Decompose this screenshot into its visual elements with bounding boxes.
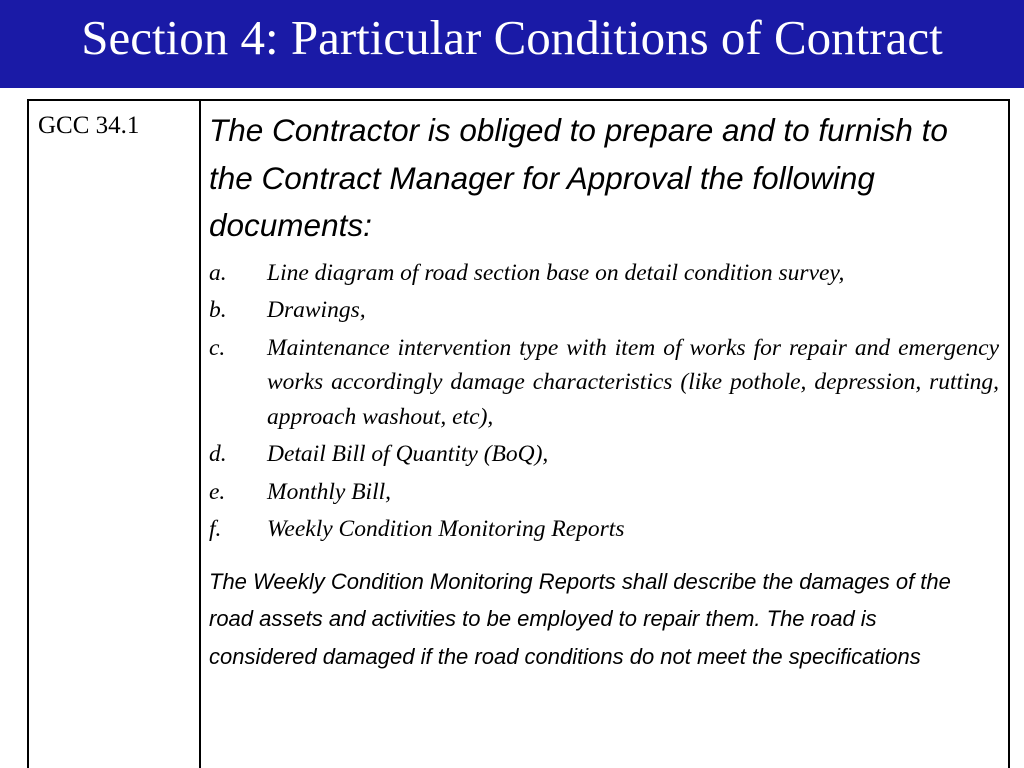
list-item-marker: d. — [209, 441, 227, 467]
list-item-marker: e. — [209, 478, 226, 505]
document-list — [209, 256, 999, 547]
list-item-marker: c. — [209, 334, 226, 361]
list-item-text: Weekly Condition Monitoring Reports — [267, 516, 625, 542]
list-item — [209, 293, 999, 328]
title-bar — [0, 0, 1024, 88]
slide-title: Section 4: Particular Conditions of Contract — [81, 10, 943, 65]
list-item — [209, 437, 999, 472]
list-item-text: Detail Bill of Quantity (BoQ), — [267, 441, 549, 467]
list-item-text: Monthly Bill, — [267, 478, 392, 505]
list-item-marker: f. — [209, 516, 222, 542]
list-item — [209, 475, 999, 510]
list-item — [209, 512, 999, 547]
column-divider — [199, 101, 201, 768]
clause-lead-text: The Contractor is obliged to prepare and to furnish to the Contract Manager for Approval the following documents: — [209, 112, 948, 243]
conditions-table — [27, 99, 1010, 768]
list-item — [209, 331, 999, 435]
clause-note: The Weekly Condition Monitoring Reports shall describe the damages of the road assets and activities to be employed to repair them. The road is considered damaged if the road conditions do not meet the specifications — [209, 568, 951, 669]
list-item-text: Drawings, — [267, 297, 366, 323]
list-item-marker: b. — [209, 297, 227, 323]
clause-reference: GCC 34.1 — [38, 112, 140, 139]
list-item-marker: a. — [209, 259, 227, 286]
list-item — [209, 256, 999, 291]
clause-content — [209, 107, 999, 675]
list-item-text: Maintenance intervention type with item of works for repair and emergency works accordingly damage characteristics (like pothole, depression, rutting, approach washout, etc), — [267, 334, 999, 430]
list-item-text: Line diagram of road section base on detail condition survey, — [267, 259, 845, 286]
